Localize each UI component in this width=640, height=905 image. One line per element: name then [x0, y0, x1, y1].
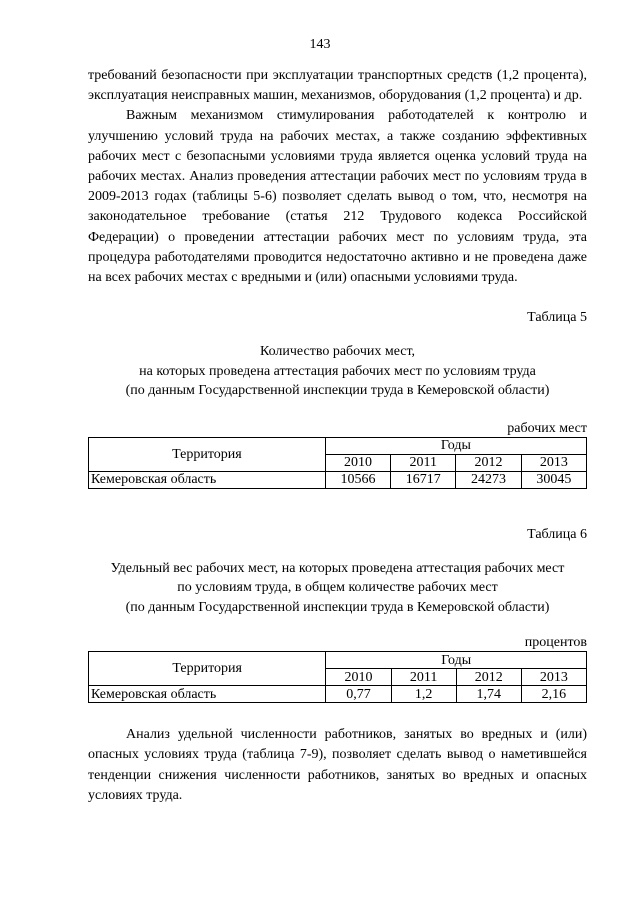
- cell-value: 10566: [325, 471, 390, 488]
- table-header-row: [89, 437, 587, 454]
- header-year: 2012: [456, 454, 521, 471]
- table-row: [89, 686, 587, 703]
- cell-territory: Кемеровская область: [89, 471, 326, 488]
- header-year: 2010: [325, 454, 390, 471]
- table6-label: Таблица 6: [527, 526, 587, 542]
- header-year: 2011: [391, 669, 456, 686]
- header-years: Годы: [326, 652, 587, 669]
- page-number: 143: [309, 37, 331, 52]
- table5-unit: рабочих мест: [507, 420, 587, 436]
- cell-value: 1,2: [391, 686, 456, 703]
- paragraph-1: требований безопасности при эксплуатации транспортных средств (1,2 процента), эксплуатация неисправных машин, механизмов, оборудования (1,2 процента) и др.: [88, 68, 587, 104]
- table6-caption-line: Удельный вес рабочих мест, на которых проведена аттестация рабочих мест: [110, 560, 565, 576]
- cell-territory: Кемеровская область: [89, 686, 326, 703]
- header-year: 2013: [521, 669, 586, 686]
- header-year: 2011: [391, 454, 456, 471]
- table5: [88, 437, 587, 489]
- cell-value: 30045: [521, 471, 586, 488]
- table5-caption: [88, 342, 587, 401]
- table5-label: Таблица 5: [527, 310, 587, 326]
- table6: [88, 651, 587, 703]
- table5-caption-line: Количество рабочих мест,: [259, 344, 416, 360]
- header-territory: Территория: [89, 437, 326, 471]
- table-row: [89, 471, 587, 488]
- table6-caption-line: по условиям труда, в общем количестве рабочих мест: [177, 580, 498, 596]
- table6-unit: процентов: [524, 635, 587, 651]
- cell-value: 1,74: [456, 686, 521, 703]
- table6-caption-line: (по данным Государственной инспекции труда в Кемеровской области): [125, 599, 550, 615]
- paragraph-2: Важным механизмом стимулирования работодателей к контролю и улучшению условий труда на рабочих местах, а также созданию эффективных рабочих мест с безопасными условиями труда является оценка условий труда на рабочих местах. Анализ проведения аттестации рабочих мест по условиям труда в 2009-2013 годах (таблицы 5-6) позволяет сделать вывод о том, что, несмотря на законодательное требование (статья 212 Трудового кодекса Российской Федерации) о проведении аттестации рабочих мест по условиям труда, эта процедура работодателями проводится недостаточно активно и не проведена даже на всех рабочих местах с вредными и (или) опасными условиями труда.: [88, 108, 587, 286]
- paragraph-3: Анализ удельной численности работников, занятых во вредных и (или) опасных условиях труда (таблица 7-9), позволяет сделать вывод о наметившейся тенденции снижения численности работников, занятых во вредных и опасных условиях труда.: [88, 727, 587, 803]
- table-header-row: [89, 652, 587, 669]
- table5-caption-line: на которых проведена аттестация рабочих мест по условиям труда: [139, 363, 536, 379]
- header-years: Годы: [325, 437, 586, 454]
- header-territory: Территория: [89, 652, 326, 686]
- page-content: [88, 66, 587, 806]
- header-year: 2012: [456, 669, 521, 686]
- table5-caption-line: (по данным Государственной инспекции труда в Кемеровской области): [125, 383, 550, 399]
- cell-value: 16717: [391, 471, 456, 488]
- cell-value: 0,77: [326, 686, 391, 703]
- table6-caption: [88, 559, 587, 618]
- header-year: 2010: [326, 669, 391, 686]
- cell-value: 2,16: [521, 686, 586, 703]
- header-year: 2013: [521, 454, 586, 471]
- cell-value: 24273: [456, 471, 521, 488]
